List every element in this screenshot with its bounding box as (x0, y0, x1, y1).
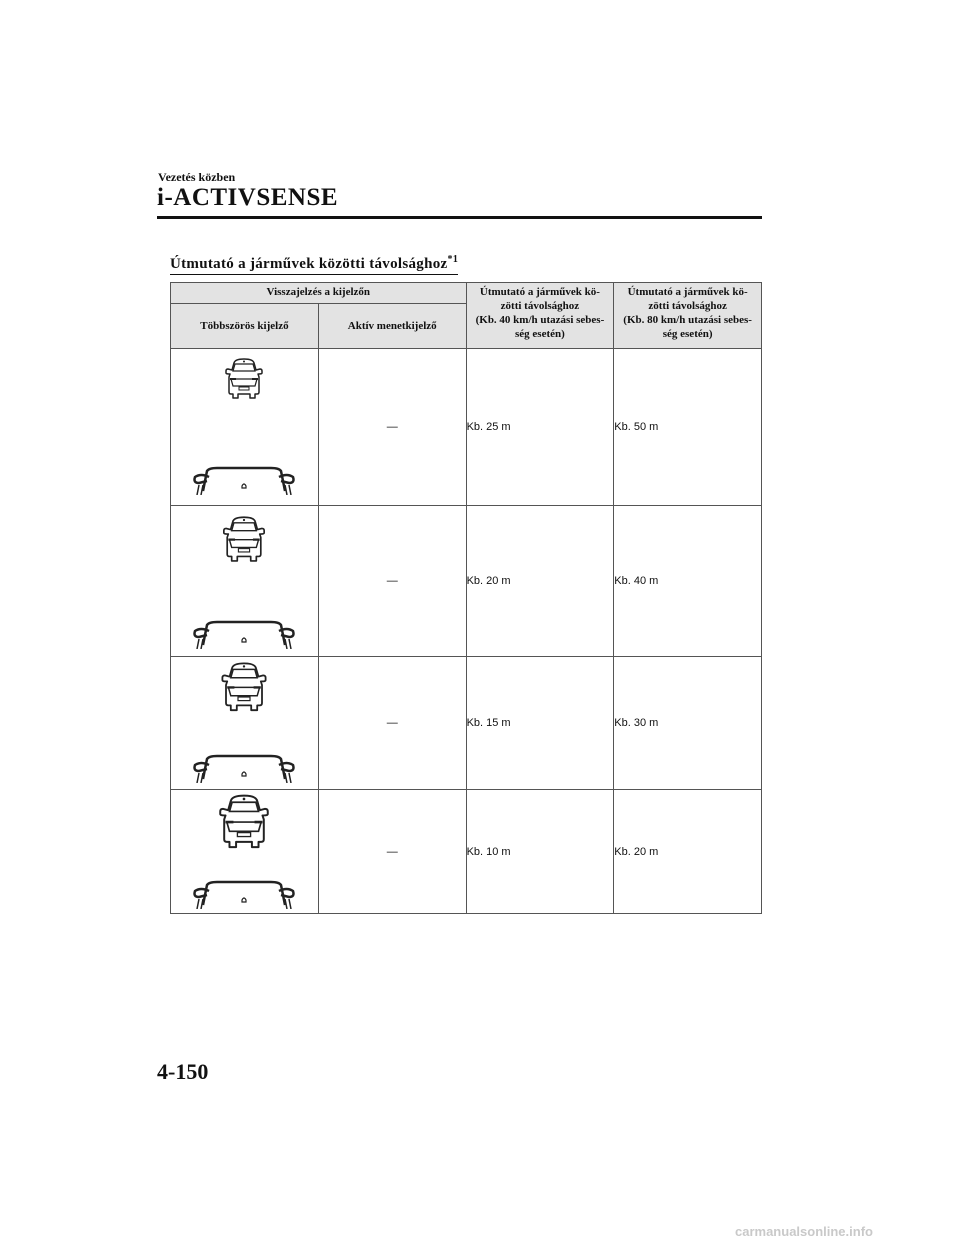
speed80-header (614, 283, 762, 349)
multi-display-cell (171, 790, 319, 914)
distance-80-value: Kb. 20 m (614, 790, 762, 914)
active-display-value: — (318, 657, 466, 790)
active-display-value: — (318, 349, 466, 506)
header-row-1 (171, 283, 762, 304)
car-far-icon (189, 357, 299, 497)
distance-40-value: Kb. 15 m (466, 657, 614, 790)
speed40-header (466, 283, 614, 349)
speed80-line-2: zötti távolsághoz (648, 300, 727, 312)
car-medium-icon (189, 511, 299, 651)
watermark: carmanualsonline.info (735, 1224, 873, 1239)
chapter-title: i-ACTIVSENSE (157, 184, 339, 211)
multi-display-header: Többszörös kijelző (171, 304, 319, 349)
distance-40-value: Kb. 20 m (466, 506, 614, 657)
display-group-header: Visszajelzés a kijelzőn (171, 283, 467, 304)
speed80-line-3: (Kb. 80 km/h utazási sebes- (623, 314, 752, 326)
multi-display-cell (171, 657, 319, 790)
title-rule (157, 216, 762, 219)
distance-40-value: Kb. 25 m (466, 349, 614, 506)
table-row (171, 790, 762, 914)
distance-80-value: Kb. 50 m (614, 349, 762, 506)
distance-80-value: Kb. 30 m (614, 657, 762, 790)
speed40-line-3: (Kb. 40 km/h utazási sebes- (475, 314, 605, 326)
distance-guide-table (170, 282, 762, 914)
footnote-mark: *1 (447, 254, 459, 265)
car-near-icon (189, 661, 299, 785)
speed40-line-2: zötti távolsághoz (500, 300, 580, 312)
section-label: Vezetés közben (158, 170, 236, 184)
page-number: 4-150 (157, 1059, 209, 1084)
table-row (171, 657, 762, 790)
active-display-header: Aktív menetkijelző (318, 304, 466, 349)
distance-40-value: Kb. 10 m (466, 790, 614, 914)
multi-display-cell (171, 349, 319, 506)
table-title (170, 254, 458, 275)
active-display-value: — (318, 506, 466, 657)
speed40-line-4: ség esetén) (515, 328, 565, 340)
active-display-value: — (318, 790, 466, 914)
speed80-line-1: Útmutató a járművek kö- (627, 286, 748, 298)
speed40-line-1: Útmutató a járművek kö- (479, 286, 600, 298)
car-closest-icon (189, 793, 299, 911)
table-row (171, 506, 762, 657)
table-row (171, 349, 762, 506)
speed80-line-4: ség esetén) (662, 328, 713, 340)
table-title-text: Útmutató a járművek közötti távolsághoz (170, 256, 448, 272)
multi-display-cell (171, 506, 319, 657)
distance-80-value: Kb. 40 m (614, 506, 762, 657)
